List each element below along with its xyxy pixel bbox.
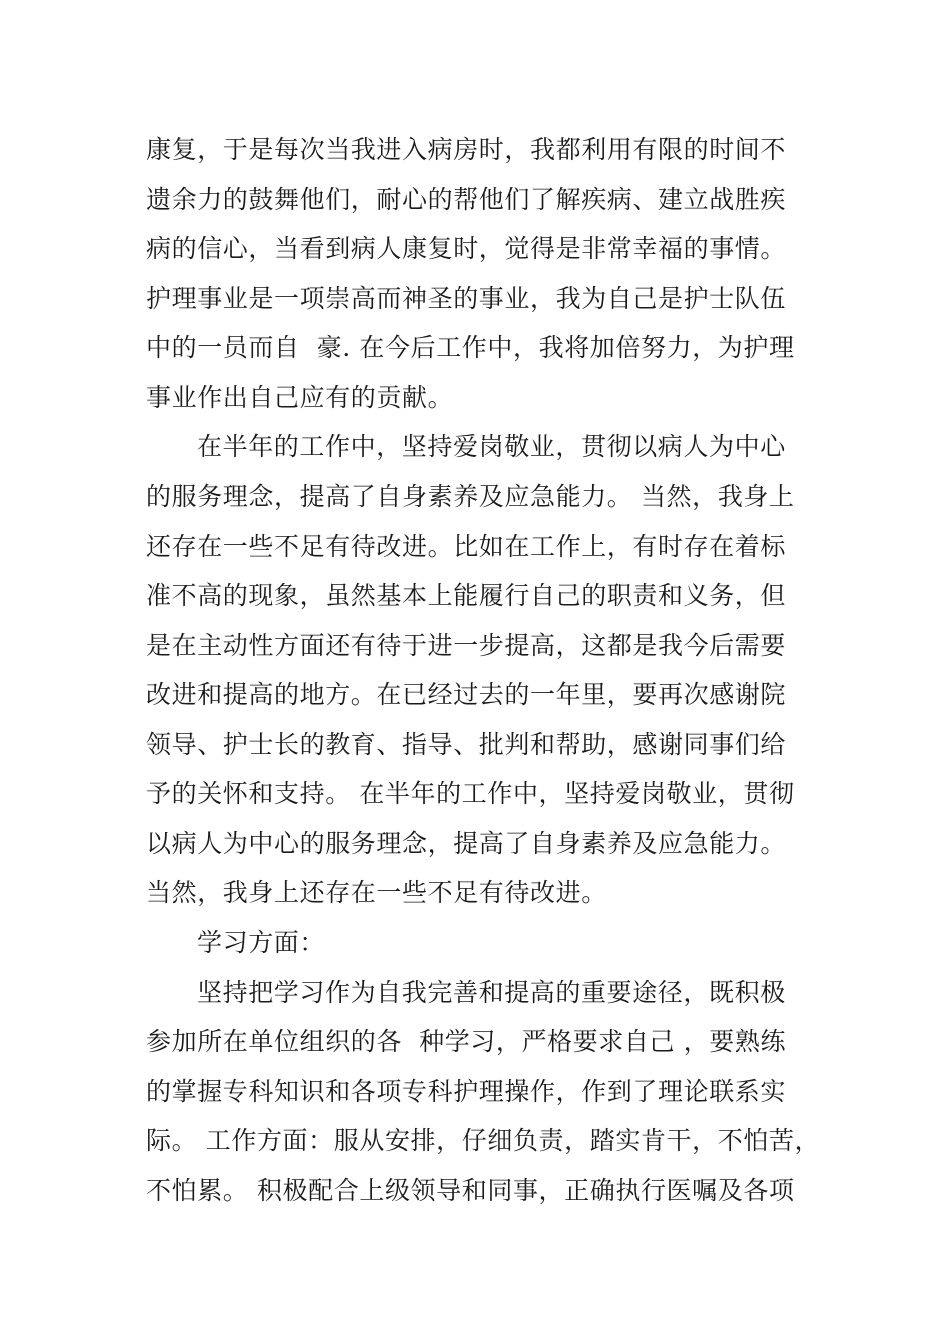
text-line: 不怕累。 积极配合上级领导和同事，正确执行医嘱及各项 — [146, 1176, 795, 1205]
text-line: 当然，我身上还存在一些不足有待改进。 — [146, 878, 607, 907]
text-line: 是在主动性方面还有待于进一步提高，这都是我今后需要 — [146, 631, 787, 660]
text-line: 还存在一些不足有待改进。比如在工作上，有时存在着标 — [146, 532, 787, 561]
text-line: 的服务理念，提高了自身素养及应急能力。 当然，我身上 — [146, 482, 795, 511]
text-line: 病的信心，当看到病人康复时，觉得是非常幸福的事情。 — [146, 234, 787, 263]
paragraph-first-line: 坚持把学习作为自我完善和提高的重要途径，既积极 — [197, 978, 786, 1007]
paragraph-first-line: 在半年的工作中，坚持爱岗敬业，贯彻以病人为中心 — [197, 432, 786, 461]
text-line: 遗余力的鼓舞他们，耐心的帮他们了解疾病、建立战胜疾 — [146, 185, 787, 214]
text-line: 准不高的现象，虽然基本上能履行自己的职责和义务，但 — [146, 581, 787, 610]
text-line: 际。 工作方面：服从安排，仔细负责，踏实肯干，不怕苦， — [146, 1126, 821, 1155]
text-line: 护理事业是一项崇高而神圣的事业，我为自己是护士队伍 — [146, 284, 787, 313]
text-line: 以病人为中心的服务理念，提高了自身素养及应急能力。 — [146, 829, 787, 858]
section-heading: 学习方面： — [197, 928, 326, 957]
text-line: 改进和提高的地方。在已经过去的一年里，要再次感谢院 — [146, 680, 787, 709]
text-line: 康复，于是每次当我进入病房时，我都利用有限的时间不 — [146, 135, 787, 164]
text-line: 参加所在单位组织的各 种学习，严格要求自己 ，要熟练 — [146, 1027, 787, 1056]
text-line: 领导、护士长的教育、指导、批判和帮助，感谢同事们给 — [146, 730, 787, 759]
text-line: 中的一员而自 豪. 在今后工作中，我将加倍努力，为护理 — [146, 333, 795, 362]
text-line: 事业作出自己应有的贡献。 — [146, 383, 454, 412]
text-line: 的掌握专科知识和各项专科护理操作，作到了理论联系实 — [146, 1077, 787, 1106]
text-line: 予的关怀和支持。 在半年的工作中，坚持爱岗敬业，贯彻 — [146, 779, 795, 808]
